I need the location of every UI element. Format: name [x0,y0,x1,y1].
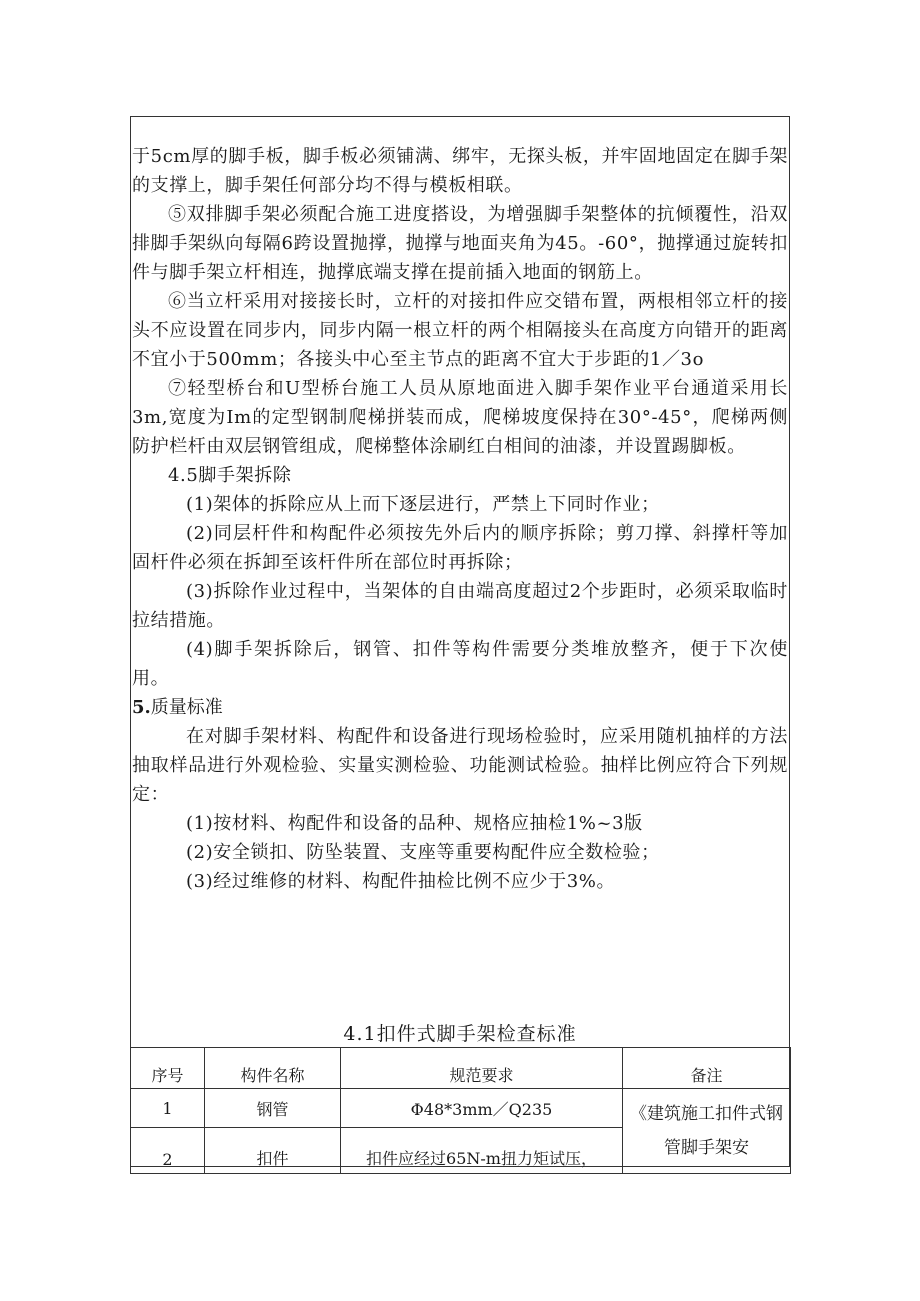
quality-item-3: (3)经过维修的材料、构配件抽检比例不应少于3%。 [186,871,616,892]
section-heading-5 [132,693,788,722]
cell-no: 2 [131,1128,205,1174]
header-name: 构件名称 [205,1048,341,1089]
quality-intro: 在对脚手架材料、构配件和设备进行现场检验时，应采用随机抽样的方法抽取样品进行外观检验、实量实测检验、功能测试检验。抽样比例应符合下列规定： [132,726,788,805]
demolition-item-4: (4)脚手架拆除后，钢管、扣件等构件需要分类堆放整齐，便于下次使用。 [132,639,788,689]
table-header-row [131,1048,791,1089]
paragraph-item-7: ⑦轻型桥台和U型桥台施工人员从原地面进入脚手架作业平台通道采用长3m,宽度为Im的定型钢制爬梯拼装而成，爬梯坡度保持在30°-45°，爬梯两侧防护栏杆由双层钢管组成，爬梯整体涂刷红白相间的油漆，并设置踢脚板。 [132,378,788,457]
paragraph-item-5: ⑤双排脚手架必须配合施工进度搭设，为增强脚手架整体的抗倾覆性，沿双排脚手架纵向每隔6跨设置抛撑，抛撑与地面夹角为45。-60°，抛撑通过旋转扣件与脚手架立杆相连，抛撑底端支撑在提前插入地面的钢筋上。 [132,204,788,283]
table-title: 4.1扣件式脚手架检查标准 [343,1023,577,1045]
cell-requirement: 扣件应经过65N-m扭力矩试压， [341,1128,623,1174]
demolition-item-3: (3)拆除作业过程中，当架体的自由端高度超过2个步距时，必须采取临时拉结措施。 [132,581,788,631]
paragraph-1: 于5cm厚的脚手板，脚手板必须铺满、绑牢，无探头板，并牢固地固定在脚手架的支撑上，脚手架任何部分均不得与模板相联。 [132,146,788,196]
cell-no: 1 [131,1089,205,1128]
header-no: 序号 [131,1048,205,1089]
demolition-item-1: (1)架体的拆除应从上而下逐层进行，严禁上下同时作业； [186,494,660,515]
quality-item-2: (2)安全锁扣、防坠装置、支座等重要构配件应全数检验； [186,842,660,863]
quality-item-1: (1)按材料、构配件和设备的品种、规格应抽检1%~3版 [186,813,643,834]
table-row [131,1089,791,1128]
subsection-heading-4-5: 4.5脚手架拆除 [168,465,292,486]
cell-requirement: Φ48*3mm／Q235 [341,1089,623,1128]
cell-note: 《建筑施工扣件式钢管脚手架安 [623,1089,791,1174]
document-body [132,142,788,896]
section-title: 质量标准 [150,697,223,718]
cell-name: 钢管 [205,1089,341,1128]
cell-name: 扣件 [205,1128,341,1174]
header-requirement: 规范要求 [341,1048,623,1089]
paragraph-item-6: ⑥当立杆采用对接接长时，立杆的对接扣件应交错布置，两根相邻立杆的接头不应设置在同步内，同步内隔一根立杆的两个相隔接头在高度方向错开的距离不宜小于500mm；各接头中心至主节点的距离不宜大于步距的1／3o [132,291,788,370]
section-number: 5. [132,697,151,718]
inspection-table [130,1047,791,1174]
demolition-item-2: (2)同层杆件和构配件必须按先外后内的顺序拆除；剪刀撑、斜撑杆等加固杆件必须在拆卸至该杆件所在部位时再拆除； [132,523,788,573]
header-note: 备注 [623,1048,791,1089]
